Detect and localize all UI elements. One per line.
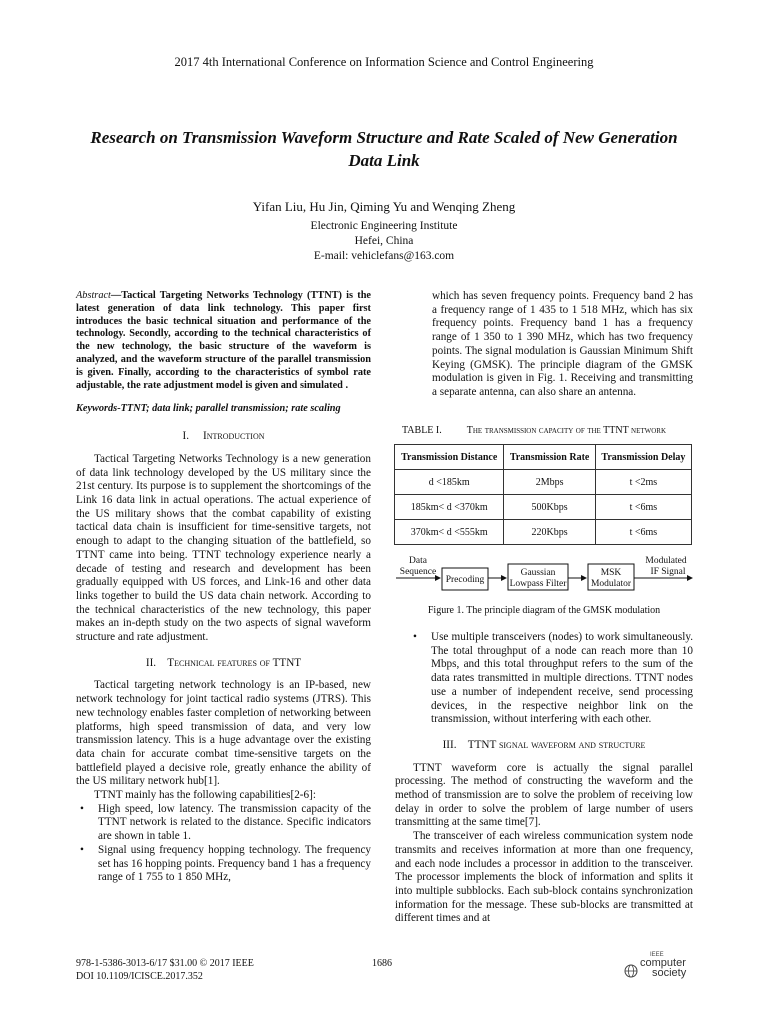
table-row [395,470,692,495]
table-cell: 500Kbps [504,495,595,520]
paper-title [60,126,708,172]
section-3-heading [395,739,693,753]
precoding-label: Precoding [445,575,485,585]
table-cell: 370km< d <555km [395,520,504,545]
section-1-paragraph: Tactical Targeting Networks Technology is a new generation of data link technology developed by the US military since the 21st century. Its purpose is to supplement the shortcomings of the Link 16 data link in actual operations. The actual experience of the US military shows that the combat capability of existing tactical data chain is insufficient for time-sensitive targets, not enough to adapt to the changing situation of the battlefield, so TTNT came into being. TTNT technology experience nearly a decade of testing and research and development has been gradually equipped with US forces, and Link-16 and other data links together to build the US data chain network. According to the technical characteristics of the new technology, this paper makes an in-depth study on the two aspects of signal waveform structure and rate adjustment. [76,452,371,644]
table-row [395,495,692,520]
gaussian-label-line-1: Gaussian [520,568,556,578]
affiliation-city: Hefei, China [354,235,414,247]
section-3-paragraph-1: TTNT waveform core is actually the signal parallel processing. The method of constructing the waveform and the method of transmission are to solve the problem of receiving low delay in order to solve the problem of large number of users transmitting at the same time[7]. [395,761,693,829]
continuation-paragraph: which has seven frequency points. Frequency band 2 has a frequency range of 1 435 to 1 518 MHz, which has six frequency points. Frequency band 1 has a frequency range of 1 350 to 1 390 MHz, which has two frequency points. The signal modulation is Gaussian Minimum Shift Keying (GMSK). The principle diagram of the GMSK modulation is given in Fig. 1. Receiving and transmitting a separate antenna, can also share an antenna. [432,290,693,398]
title-line-2: Data Link [348,151,420,170]
table-cell: 2Mbps [504,470,595,495]
table-caption [402,425,666,436]
section-1-title: Introduction [203,430,265,443]
msk-label-line-1: MSK [600,568,622,578]
transmission-capacity-table [394,444,692,545]
left-column [76,290,371,885]
table-title: The transmission capacity of the TTNT network [466,425,667,436]
table-cell: 220Kbps [504,520,595,545]
table-header-cell: Transmission Distance [395,445,504,470]
section-3-paragraph-2: The transceiver of each wireless communication system node transmits and receives information at more than one frequency, and each node includes a processor in addition to the transceiver. The processor implements the block of information and splits it into multiple subblocks. Each sub-block contains synchronization information for the message. These sub-blocks are transmitted at different times and at [395,830,693,925]
affiliation-institute: Electronic Engineering Institute [310,220,458,232]
table-cell: d <185km [395,470,504,495]
input-label-line-2: Sequence [399,567,437,577]
section-3-title-prefix: TTNT [467,738,497,751]
logo-society: society [652,967,687,979]
msk-label-line-2: Modulator [590,579,632,589]
output-label-line-1: Modulated [645,556,687,566]
table-number: TABLE I. [402,425,442,436]
table-cell: 185km< d <370km [395,495,504,520]
right-column-body [395,631,693,926]
right-bullet-list [395,631,693,727]
list-item: • Signal using frequency hopping technology. The frequency set has 16 hopping points. Frequency band 1 has a frequency range of 1 755 to 1 850 MHz, [76,844,371,885]
section-3-title: signal waveform and structure [498,738,646,751]
keywords: Keywords-TTNT; data link; parallel transmission; rate scaling [76,403,341,415]
gmsk-block-diagram [392,550,696,600]
section-2-title: Technical features of [167,656,270,669]
abstract-text: —Tactical Targeting Networks Technology (TTNT) is the latest generation of data link technology. This paper first introduces the basic technical situation and performance of the technology. Secondly, according to the technical characteristics of the new technology, the basic structure of the waveform is analyzed, and the waveform structure of the parallel transmission is given. Finally, according to the characteristics of symbol rate adjustable, the rate adjustment model is given and simulated . [76,290,371,391]
table-cell: t <2ms [595,470,691,495]
abstract-label: Abstract [76,290,111,301]
right-column-continuation [395,290,693,400]
logo-ieee: IEEE [650,952,664,958]
ieee-computer-society-logo [624,952,694,982]
table-cell: t <6ms [595,495,691,520]
table-row [395,520,692,545]
page-number: 1686 [372,958,392,969]
table-header-cell: Transmission Rate [504,445,595,470]
globe-icon [624,964,638,978]
conference-header: 2017 4th International Conference on Information Science and Control Engineering [174,55,594,69]
list-item: • Use multiple transceivers (nodes) to work simultaneously. The total throughput of a node can reach more than 10 Mbps, and this total throughput refers to the sum of the data rates transmitted in multiple directions. TTNT nodes use a number of independent receive, send processing devices, in the respective neighbor link on the transmission, without interfering with each other. [409,631,693,727]
table-header-row [395,445,692,470]
section-2-capabilities-intro: TTNT mainly has the following capabilities[2-6]: [94,789,316,802]
input-label-line-1: Data [409,556,427,566]
gaussian-label-line-2: Lowpass Filter [509,579,567,589]
authors: Yifan Liu, Hu Jin, Qiming Yu and Wenqing Zheng [252,199,516,214]
section-1-number: I. [182,430,190,443]
table-header-cell: Transmission Delay [595,445,691,470]
section-2-title-tail: TTNT [272,656,302,669]
footer-isbn: 978-1-5386-3013-6/17 $31.00 © 2017 IEEE [76,958,254,969]
logo-computer: computer [640,957,686,969]
footer-doi: DOI 10.1109/ICISCE.2017.352 [76,971,203,982]
affiliation-email: E-mail: vehiclefans@163.com [313,250,455,262]
section-3-number: III. [442,738,457,751]
table-cell: t <6ms [595,520,691,545]
output-label-line-2: IF Signal [650,567,686,577]
figure-caption: Figure 1. The principle diagram of the GMSK modulation [427,605,661,616]
section-1-heading [76,430,371,444]
section-2-paragraph: Tactical targeting network technology is an IP-based, new network technology for joint tactical radio systems (JTRS). This new technology enables faster completion of networking between platforms, high speed transmission of data, and very low transmission latency. This is a huge advantage over the existing data chain for accurate combat time-sensitive targets on the battlefield played a decisive role, greatly enhance the ability of the US military network hub[1]. [76,679,371,788]
title-line-1: Research on Transmission Waveform Structure and Rate Scaled of New Generation [90,128,678,147]
list-item: • High speed, low latency. The transmission capacity of the TTNT network is related to the distance. Specific indicators are shown in table 1. [76,803,371,844]
section-2-number: II. [145,656,157,669]
capabilities-list [76,803,371,885]
section-2-heading [76,657,371,671]
abstract [76,290,371,392]
